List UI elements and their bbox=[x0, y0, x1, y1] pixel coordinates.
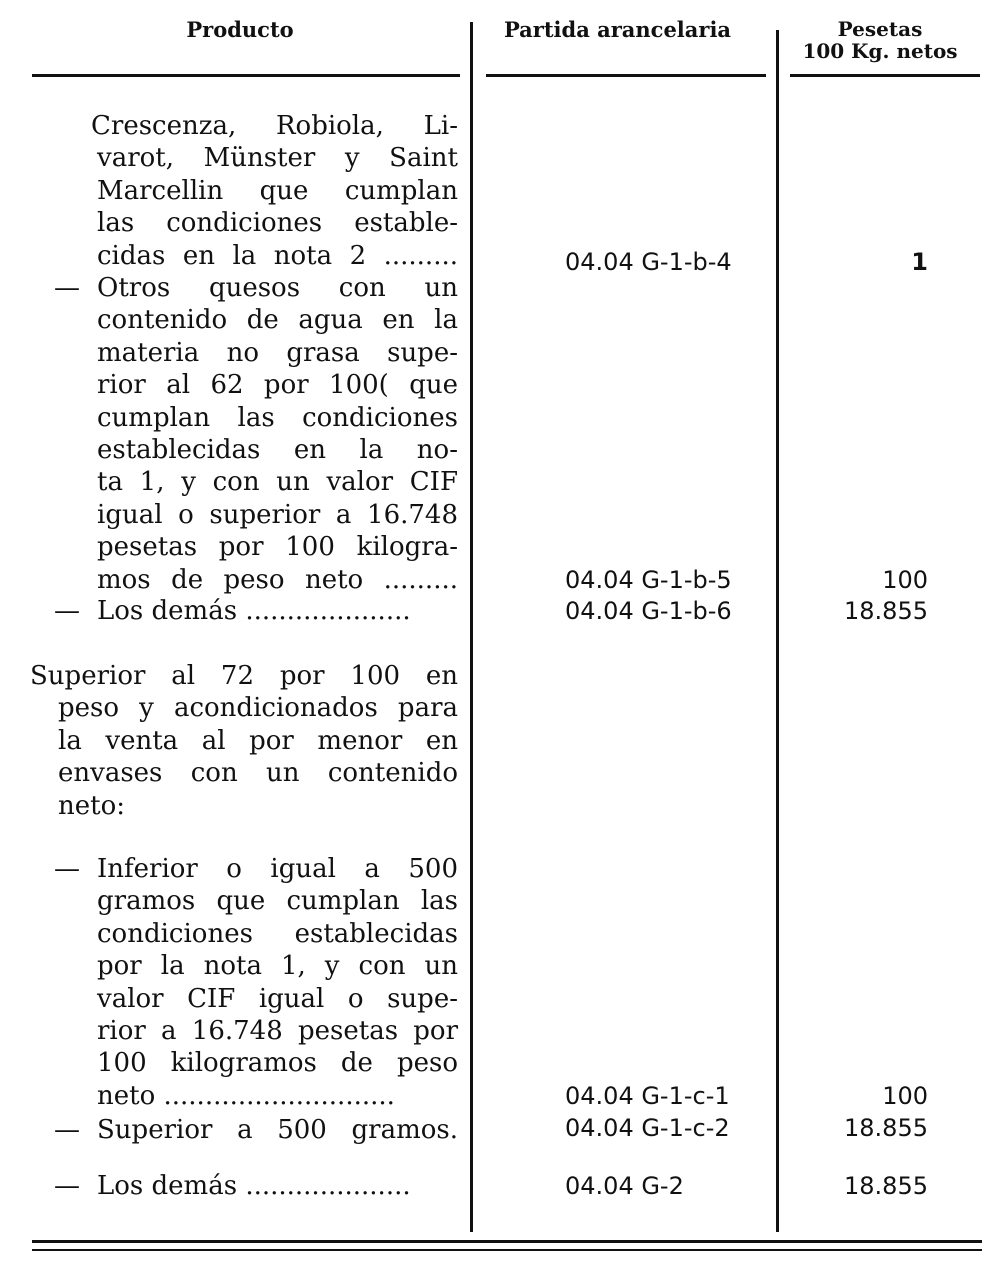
text-line: Los demás .................... bbox=[97, 596, 411, 626]
product-row-1 bbox=[91, 110, 458, 272]
code-row-2: 04.04 G-1-b-5 bbox=[565, 566, 732, 594]
product-row-7 bbox=[97, 1170, 458, 1202]
text-line: Otros quesos con un bbox=[97, 273, 458, 303]
text-line: contenido de agua en la bbox=[97, 305, 458, 336]
text-line: varot, Münster y Saint bbox=[97, 143, 458, 174]
text-line: Superior a 500 gramos. bbox=[97, 1115, 458, 1145]
dash-row-3: — bbox=[54, 596, 80, 626]
dash-row-7: — bbox=[54, 1171, 80, 1201]
header-product: Producto bbox=[186, 17, 294, 42]
text-line: cumplan las condiciones bbox=[97, 402, 458, 433]
dash-row-5: — bbox=[54, 854, 80, 884]
header-partida: Partida arancelaria bbox=[503, 17, 732, 42]
column-divider-1 bbox=[470, 22, 473, 1232]
text-line: Crescenza, Robiola, Li- bbox=[91, 111, 458, 141]
header-rule-partida bbox=[486, 74, 766, 77]
text-line: pesetas por 100 kilogra- bbox=[97, 532, 458, 563]
text-line: rior al 62 por 100( que bbox=[97, 370, 458, 401]
text-line: rior a 16.748 pesetas por bbox=[97, 1016, 458, 1047]
product-row-5 bbox=[97, 853, 458, 1112]
text-line: cidas en la nota 2 ......... bbox=[97, 240, 458, 271]
text-line: Inferior o igual a 500 bbox=[97, 854, 458, 884]
bottom-rule-2 bbox=[32, 1249, 982, 1251]
text-line: la venta al por menor en bbox=[58, 725, 458, 756]
text-line: materia no grasa supe- bbox=[97, 337, 458, 368]
value-row-7: 18.855 bbox=[844, 1172, 928, 1200]
text-line: envases con un contenido bbox=[58, 758, 458, 789]
code-row-1: 04.04 G-1-b-4 bbox=[565, 248, 732, 276]
code-row-3: 04.04 G-1-b-6 bbox=[565, 597, 732, 625]
text-line: Los demás .................... bbox=[97, 1171, 411, 1201]
text-line: las condiciones estable- bbox=[97, 208, 458, 239]
value-row-3: 18.855 bbox=[844, 597, 928, 625]
product-row-2 bbox=[97, 272, 458, 596]
product-row-6 bbox=[97, 1114, 458, 1146]
product-row-3 bbox=[97, 595, 458, 627]
text-line: neto: bbox=[58, 790, 125, 821]
header-pesetas-line2: 100 Kg. netos bbox=[802, 39, 958, 63]
header-pesetas bbox=[785, 18, 975, 62]
header-rule-product bbox=[32, 74, 460, 77]
text-line: por la nota 1, y con un bbox=[97, 951, 458, 982]
value-row-5: 100 bbox=[882, 1082, 928, 1110]
header-pesetas-line1: Pesetas bbox=[837, 17, 923, 41]
header-rule-pesetas bbox=[790, 74, 980, 77]
text-line: gramos que cumplan las bbox=[97, 886, 458, 917]
text-line: condiciones establecidas bbox=[97, 918, 458, 949]
text-line: mos de peso neto ......... bbox=[97, 564, 458, 595]
dash-row-2: — bbox=[54, 273, 80, 303]
product-row-4 bbox=[30, 660, 458, 822]
bottom-rule-1 bbox=[32, 1240, 982, 1243]
code-row-6: 04.04 G-1-c-2 bbox=[565, 1114, 730, 1142]
text-line: ta 1, y con un valor CIF bbox=[97, 467, 458, 498]
code-row-7: 04.04 G-2 bbox=[565, 1172, 684, 1200]
text-line: igual o superior a 16.748 bbox=[97, 499, 458, 530]
value-row-1: 1 bbox=[911, 248, 928, 276]
text-line: establecidas en la no- bbox=[97, 435, 458, 466]
value-row-6: 18.855 bbox=[844, 1114, 928, 1142]
text-line: 100 kilogramos de peso bbox=[97, 1048, 458, 1079]
text-line: Superior al 72 por 100 en bbox=[30, 661, 458, 691]
column-divider-2 bbox=[776, 30, 779, 1232]
text-line: neto ............................ bbox=[97, 1080, 395, 1111]
text-line: Marcellin que cumplan bbox=[97, 175, 458, 206]
value-row-2: 100 bbox=[882, 566, 928, 594]
text-line: peso y acondicionados para bbox=[58, 693, 458, 724]
dash-row-6: — bbox=[54, 1115, 80, 1145]
text-line: valor CIF igual o supe- bbox=[97, 983, 458, 1014]
code-row-5: 04.04 G-1-c-1 bbox=[565, 1082, 730, 1110]
